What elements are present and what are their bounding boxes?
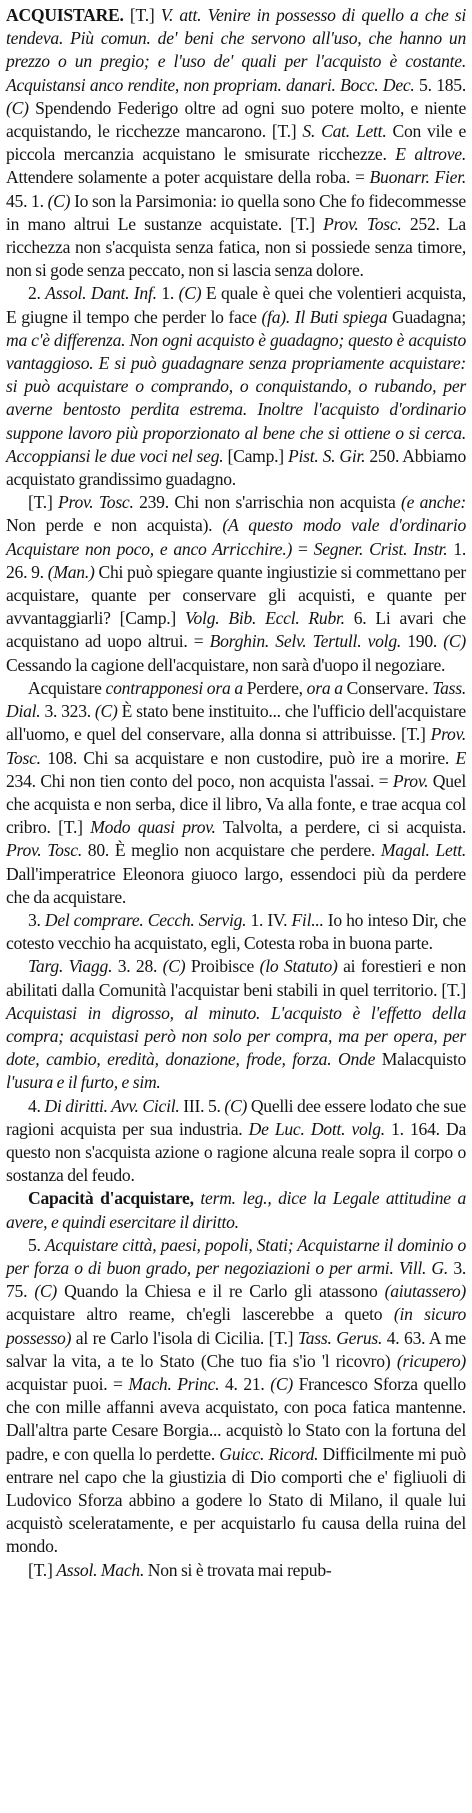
paragraph-sense-4	[6, 1095, 466, 1188]
italic-text: S. Cat. Lett.	[296, 121, 387, 142]
body-text: Spendendo Federigo oltre ad ogni suo potere molto, e niente acquistando, le ricchezze mancarono.	[6, 97, 466, 142]
italic-text: Acquistare città, paesi, popoli, Stati; Acquistarne il dominio o per forza o di buon grado, per negoziazioni o per armi. Vill. G.	[6, 1234, 467, 1278]
paragraph-sense-5	[6, 1234, 466, 1559]
italic-text: Guicc. Ricord.	[219, 1443, 319, 1464]
headword-text: ACQUISTARE.	[6, 5, 124, 25]
body-text: 234. Chi non tien conto del poco, non acquista l'assai. =	[6, 770, 393, 791]
body-text: Malacquisto	[375, 1049, 467, 1070]
body-text: Con vile e piccola mercanzia acquistano le smisurate ricchezze.	[6, 121, 466, 165]
body-text: 1. 164. Da questo non s'acquista azione o ragione alcuna reale sopra il corpo o sostanza del feudo.	[6, 1118, 467, 1186]
body-text: 4.	[28, 1095, 45, 1116]
italic-text: Il Buti spiega	[294, 306, 388, 327]
body-text: [T.]	[123, 5, 161, 25]
italic-text: (lo Statuto)	[259, 956, 338, 977]
italic-text: (C)	[47, 190, 71, 211]
body-text: 108. Chi sa acquistare e non custodire, può ire a morire.	[40, 747, 456, 768]
italic-text: Assol. Mach.	[56, 1559, 145, 1580]
body-text: 45. 1.	[6, 190, 48, 211]
italic-text: Di diritti. Avv. Cicil.	[44, 1095, 180, 1116]
italic-text: De Luc. Dott. volg.	[248, 1118, 385, 1139]
italic-text: Tass. Gerus.	[297, 1327, 383, 1348]
italic-text: (C)	[162, 956, 186, 977]
body-text: 1. IV.	[246, 909, 292, 930]
body-text: Perdere,	[242, 677, 307, 698]
italic-text: (in sicuro possesso)	[6, 1304, 467, 1348]
paragraph-capacita	[6, 1187, 466, 1233]
italic-text: Prov. Tosc.	[6, 840, 82, 861]
body-text: Proibisce	[185, 956, 260, 977]
italic-text: (C)	[6, 97, 29, 118]
italic-text: (C)	[270, 1373, 293, 1394]
body-text: 3. 28.	[112, 956, 163, 977]
italic-text: E	[455, 747, 466, 768]
body-text: 6. Li avari che acquistano ad uopo altrui. =	[6, 608, 466, 652]
italic-text: Pist. S. Gir.	[288, 445, 366, 466]
body-text: 239. Chi non s'arrischia non acquista	[133, 492, 401, 513]
italic-text: (A questo modo vale d'ordinario Acquistare non poco, e anco Arricchire.)	[6, 515, 467, 559]
body-text: Acquistare	[28, 677, 106, 698]
italic-text: Borghin. Selv. Tertull. volg.	[209, 631, 402, 652]
body-text: Francesco Sforza quello che con mille affanni aveva acquistato, con poca fatica mantenne. Dall'altra parte Cesare Borgia... acquistò lo Stato con la fortuna del padre, e con quella lo perdette.	[6, 1373, 466, 1464]
body-text: =	[292, 538, 314, 559]
italic-text: Prov. Tosc.	[323, 213, 402, 234]
paragraph-definition-main	[6, 4, 466, 282]
italic-text: Prov. Tosc.	[58, 492, 134, 513]
paragraph-sense-3-examples	[6, 955, 466, 1094]
italic-text: ma c'è differenza. Non ogni acquisto è guadagno; questo è acquisto vantaggioso. E si può guadagnare senza propriamente acquistare: si può acquistare o comprando, o conquistando, o rubando, per averne bentosto perdita estrema. Inoltre l'acquisto d'ordinario suppone lavoro più proporzionato al bene che si ottiene o si cerca. Accoppiansi le due voci nel seg.	[6, 329, 466, 466]
italic-text: Modo quasi prov.	[90, 817, 216, 838]
body-text: Chi può spiegare quante ingiustizie si commettano per acquistare, quante per conservare gli acquisti, e quante per avvantaggiarli? [Camp.]	[6, 561, 466, 629]
italic-text: contrapponesi ora a	[105, 677, 243, 698]
body-text: acquistare altro reame, ch'egli lascerebbe a queto	[6, 1304, 394, 1325]
italic-text: (ricupero)	[396, 1350, 466, 1371]
body-text: 250. Abbiamo acquistato grandissimo guadagno.	[6, 445, 467, 490]
italic-text: V. att. Venire in possesso di quello a che si tendeva. Più comun. de' beni che servono all'uso, che hanno un prezzo o un pregio; e l'uso de' quali per l'acquisto è costante. Acquistansi anco rendite, non propriam. danari. Bocc. Dec.	[6, 5, 466, 95]
italic-text: Magal. Lett.	[380, 840, 467, 861]
body-text: Quando la Chiesa e il re Carlo gli atassono	[57, 1281, 385, 1302]
italic-text: l'usura e il furto, e sim.	[6, 1072, 161, 1093]
body-text: Io ho inteso Dir, che cotesto vecchio ha acquistato, egli, Cotesta roba in buona parte.	[6, 909, 467, 954]
body-text: 2.	[28, 283, 46, 304]
body-text: Guadagna;	[387, 306, 466, 327]
body-text: ai forestieri e non abilitati dalla Comunità l'acquistar beni stabili in quel territorio. [T.]	[6, 956, 467, 1000]
italic-text: Buonarr. Fier.	[369, 167, 466, 188]
italic-text: Tass. Dial.	[6, 677, 466, 722]
italic-text: Acquistasi in digrosso, al minuto. L'acquisto è l'effetto della compra; acquistasi però non solo per compra, ma per opera, per dote, cambio, eredità, donazione, frode, forza. Onde	[6, 1002, 466, 1070]
body-text: acquistar puoi. =	[6, 1373, 129, 1394]
body-text: Quelli dee essere lodato che sue ragioni acquista per sua industria.	[6, 1095, 467, 1139]
italic-text: (fa).	[261, 306, 291, 327]
body-text: 1. 26. 9.	[6, 538, 467, 582]
italic-text: Targ. Viagg.	[28, 956, 113, 977]
body-text: 4. 21.	[219, 1373, 271, 1394]
headword-text: Capacità d'acquistare,	[28, 1188, 194, 1209]
italic-text: (C)	[443, 631, 466, 652]
body-text: E quale è quei che volentieri acquista, E giugne il tempo che perder lo face	[6, 283, 467, 327]
italic-text: (C)	[178, 283, 202, 304]
italic-text: Segner. Crist. Instr.	[313, 538, 448, 559]
body-text: Talvolta, a perdere, ci si acquista.	[215, 817, 466, 838]
paragraph-sense-3	[6, 909, 466, 955]
italic-text: Assol. Dant. Inf.	[45, 283, 157, 304]
body-text: È stato bene instituito... che l'ufficio dell'acquistare all'uomo, e quel del conservare, alla donna si attribuisse. [T.]	[6, 701, 466, 745]
italic-text: Volg. Bib. Eccl. Rubr.	[184, 608, 345, 629]
body-text: Io son la Parsimonia: io quella sono Che fo fidecommesse in mano altrui Le sustanze acquistate. [T.]	[6, 190, 466, 234]
body-text: 80. È meglio non acquistare che perdere.	[81, 840, 381, 861]
paragraph-acquistare-perdere	[6, 677, 466, 909]
italic-text: E altrove.	[395, 144, 466, 165]
body-text: Difficilmente mi può entrare nel capo che la giustizia di Dio comporti che e' figliuoli di Ludovico Sforza abbino a godere lo Stato di Milano, il quale lui acquistò sceleratamente, e per acquistarlo fu causa della ruina del mondo.	[6, 1443, 466, 1557]
body-text: 3.	[28, 909, 45, 930]
italic-text: Fil...	[291, 909, 324, 930]
italic-text: term. leg., dice la Legale attitudine a avere, e quindi esercitare il diritto.	[6, 1188, 466, 1232]
body-text: al re Carlo l'isola di Cicilia. [T.]	[71, 1327, 298, 1348]
italic-text: Prov. Tosc.	[6, 724, 466, 768]
italic-text: (C)	[224, 1095, 248, 1116]
body-text: Cessando la cagione dell'acquistare, non sarà d'uopo il negoziare.	[6, 654, 446, 675]
body-text: Non si è trovata mai repub-	[144, 1559, 332, 1580]
paragraph-sense-2-examples	[6, 491, 466, 677]
body-text: 252. La ricchezza non s'acquista senza fatica, non si possiede senza timore, non si gode senza peccato, non si lascia senza dolore.	[6, 213, 466, 281]
body-text: Dall'imperatrice Eleonora giuoco largo, essendoci più da perdere che da acquistare.	[6, 863, 466, 907]
body-text: [T.]	[28, 1559, 57, 1580]
italic-text: (aiutassero)	[384, 1281, 467, 1302]
body-text: Quel che acquista e non serba, dice il libro, Va alla fonte, e trae acqua col cribro. [T.]	[6, 770, 466, 838]
body-text: 4. 63. A me salvar la vita, a te lo Stato (Che tuo fia s'io 'l ricovro)	[6, 1327, 466, 1371]
body-text: 3. 323.	[40, 701, 95, 722]
body-text: 1.	[156, 283, 179, 304]
body-text: [Camp.]	[223, 445, 288, 466]
body-text: 5.	[28, 1234, 45, 1255]
italic-text: (C)	[34, 1281, 58, 1302]
body-text: 3. 75.	[6, 1257, 467, 1302]
italic-text: ora a	[306, 677, 343, 698]
body-text: Conservare.	[342, 677, 433, 698]
body-text: [T.]	[28, 492, 59, 513]
body-text: 190.	[401, 631, 444, 652]
italic-text: (e anche:	[401, 492, 466, 513]
body-text: III. 5.	[179, 1095, 225, 1116]
body-text: [T.]	[271, 121, 297, 142]
paragraph-sense-5-last	[6, 1559, 466, 1582]
paragraph-sense-2	[6, 282, 466, 491]
italic-text: Mach. Princ.	[128, 1373, 220, 1394]
italic-text: Del comprare. Cecch. Servig.	[44, 909, 247, 930]
body-text: Non perde e non acquista).	[6, 515, 223, 536]
italic-text: (C)	[94, 701, 118, 722]
italic-text: (Man.)	[47, 561, 95, 582]
body-text: 5. 185.	[414, 74, 467, 95]
body-text: Attendere solamente a poter acquistare della roba. =	[6, 167, 370, 188]
italic-text: Prov.	[392, 770, 429, 791]
